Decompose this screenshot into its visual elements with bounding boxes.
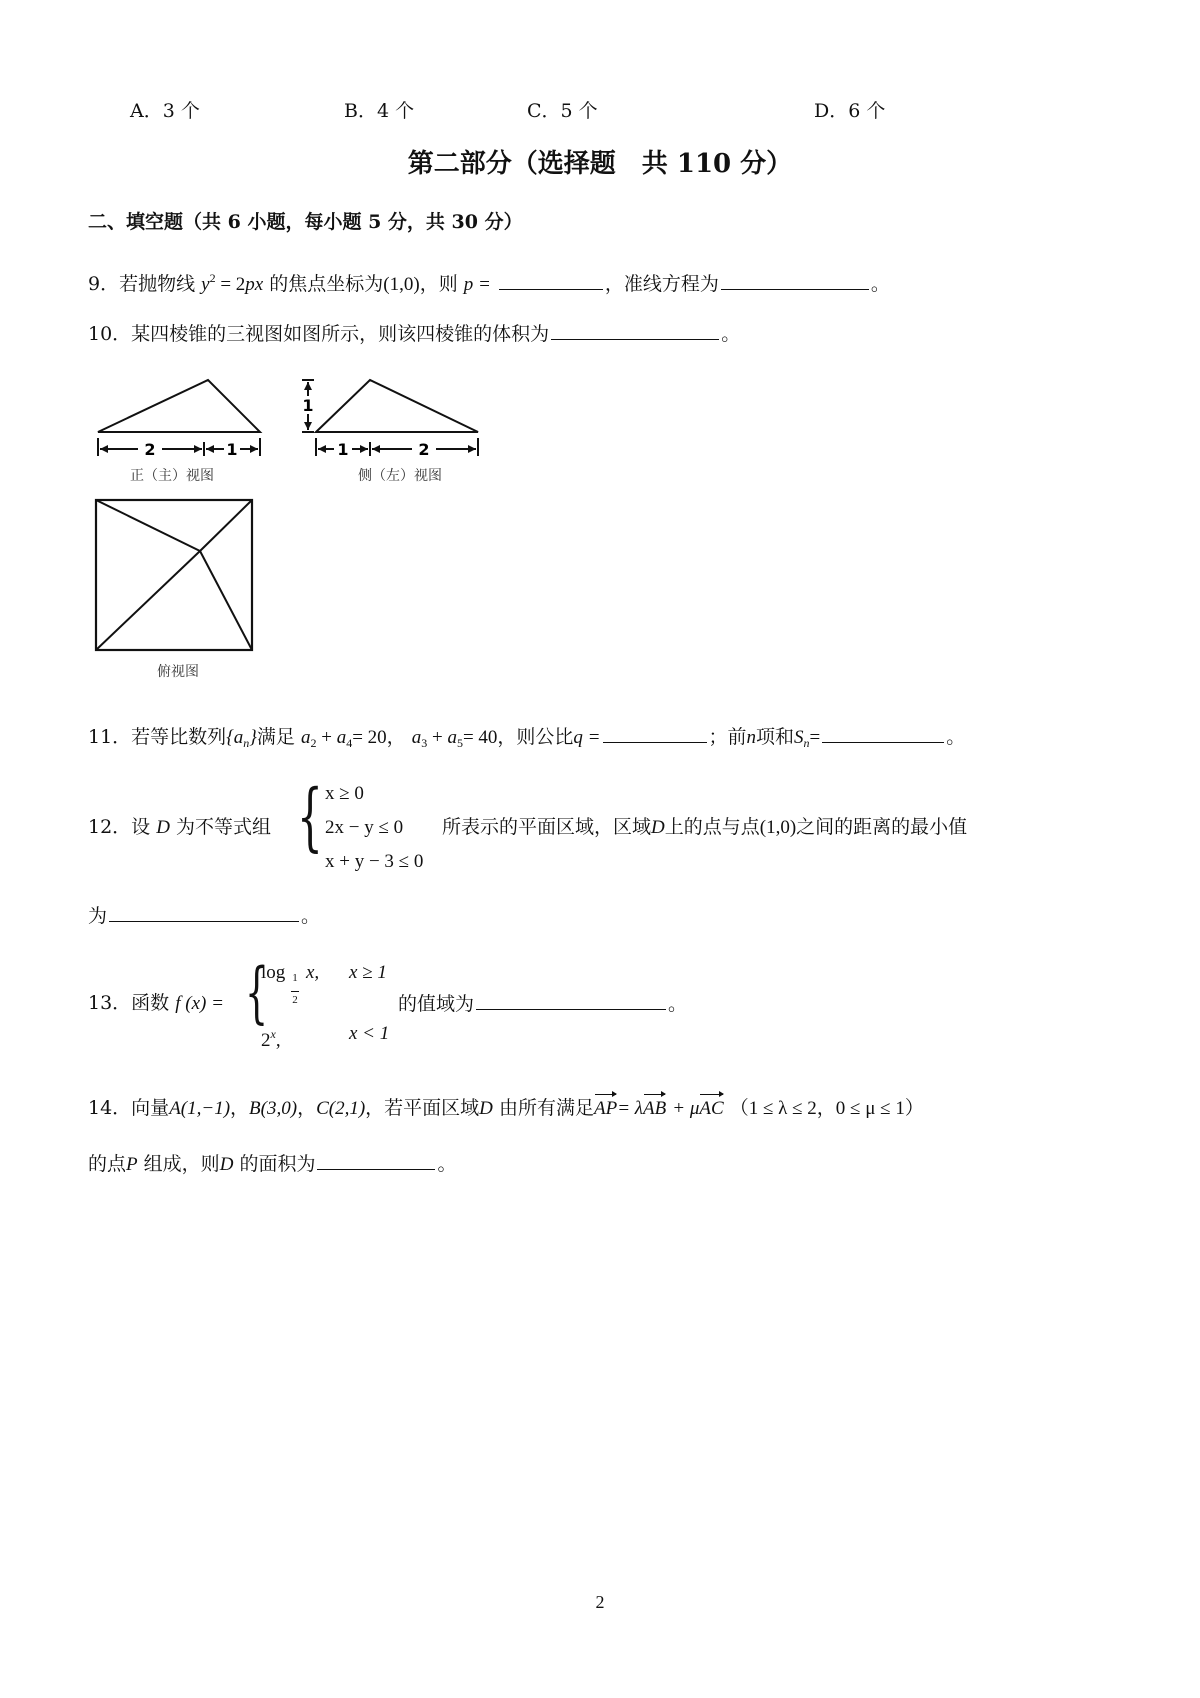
top-view-label: 俯视图 (157, 664, 199, 680)
answer-blank (476, 991, 666, 1010)
question-14-line2: 的点P 组成，则D 的面积为 。 (88, 1153, 457, 1175)
condition-1: x ≥ 1 (349, 962, 387, 983)
answer-blank (721, 271, 869, 290)
question-14-line1: 14．向量A(1,−1)，B(3,0)，C(2,1)，若平面区域D 由所有满足AP= λAB + μAC （1 ≤ λ ≤ 2，0 ≤ μ ≤ 1） (88, 1097, 924, 1119)
question-9: 9．若抛物线 $y^2 = 2px$ 的焦点坐标为(1,0)，则 p = ，准线方程为 。 (88, 271, 890, 295)
answer-blank (822, 724, 944, 743)
inequality-3: x + y − 3 ≤ 0 (325, 851, 424, 872)
side-dim-right: 2 (418, 440, 430, 459)
three-view-figure (88, 368, 508, 698)
question-12-line2: 为 。 (88, 905, 321, 927)
answer-blank (551, 321, 719, 340)
left-brace: { (245, 954, 269, 1031)
question-10: 10．某四棱锥的三视图如图所示，则该四棱锥的体积为 。 (88, 323, 741, 345)
condition-2: x < 1 (349, 1023, 390, 1044)
option-a: A．3 个 (130, 100, 200, 122)
question-12-text: 所表示的平面区域，区域D上的点与点(1,0)之间的距离的最小值 (442, 816, 968, 838)
side-view-label: 侧（左）视图 (358, 468, 442, 484)
front-view-label: 正（主）视图 (130, 468, 214, 484)
option-c: C．5 个 (527, 100, 598, 122)
section-heading: 二、填空题（共 6 小题，每小题 5 分，共 30 分） (88, 211, 523, 233)
question-11: 11．若等比数列$\{a_n\}$满足 $a_2 + a_4= 20$， $a_3 + a_5= 40$，则公比q = ；前n项和$S_n=$ 。 (88, 726, 966, 750)
question-13-text: 的值域为 。 (398, 993, 688, 1015)
side-dim-left: 1 (337, 440, 349, 459)
log-base: 1 2 (292, 972, 298, 1006)
left-brace: { (297, 774, 323, 860)
side-view-triangle (316, 380, 478, 432)
case-2: 2$^x$, (261, 1027, 281, 1051)
answer-blank (109, 903, 299, 922)
question-12-intro: 12．设 D 为不等式组 (88, 816, 272, 838)
answer-blank (499, 271, 603, 290)
case-1-arg: x, (306, 962, 320, 983)
inequality-2: 2x − y ≤ 0 (325, 817, 404, 838)
answer-blank (317, 1151, 435, 1170)
answer-blank (603, 724, 707, 743)
inequality-1: x ≥ 0 (325, 783, 364, 804)
front-view-triangle (98, 380, 260, 432)
case-1: log (261, 962, 286, 983)
front-dim-right: 1 (226, 440, 238, 459)
side-dim-height: 1 (302, 396, 314, 415)
option-b: B．4 个 (344, 100, 415, 122)
front-dim-left: 2 (144, 440, 156, 459)
question-13-intro: 13．函数 f (x) = (88, 992, 224, 1014)
part-title: 第二部分（选择题 共 110 分） (407, 149, 793, 179)
page-number: 2 (595, 1592, 605, 1612)
option-d: D．6 个 (814, 100, 886, 122)
